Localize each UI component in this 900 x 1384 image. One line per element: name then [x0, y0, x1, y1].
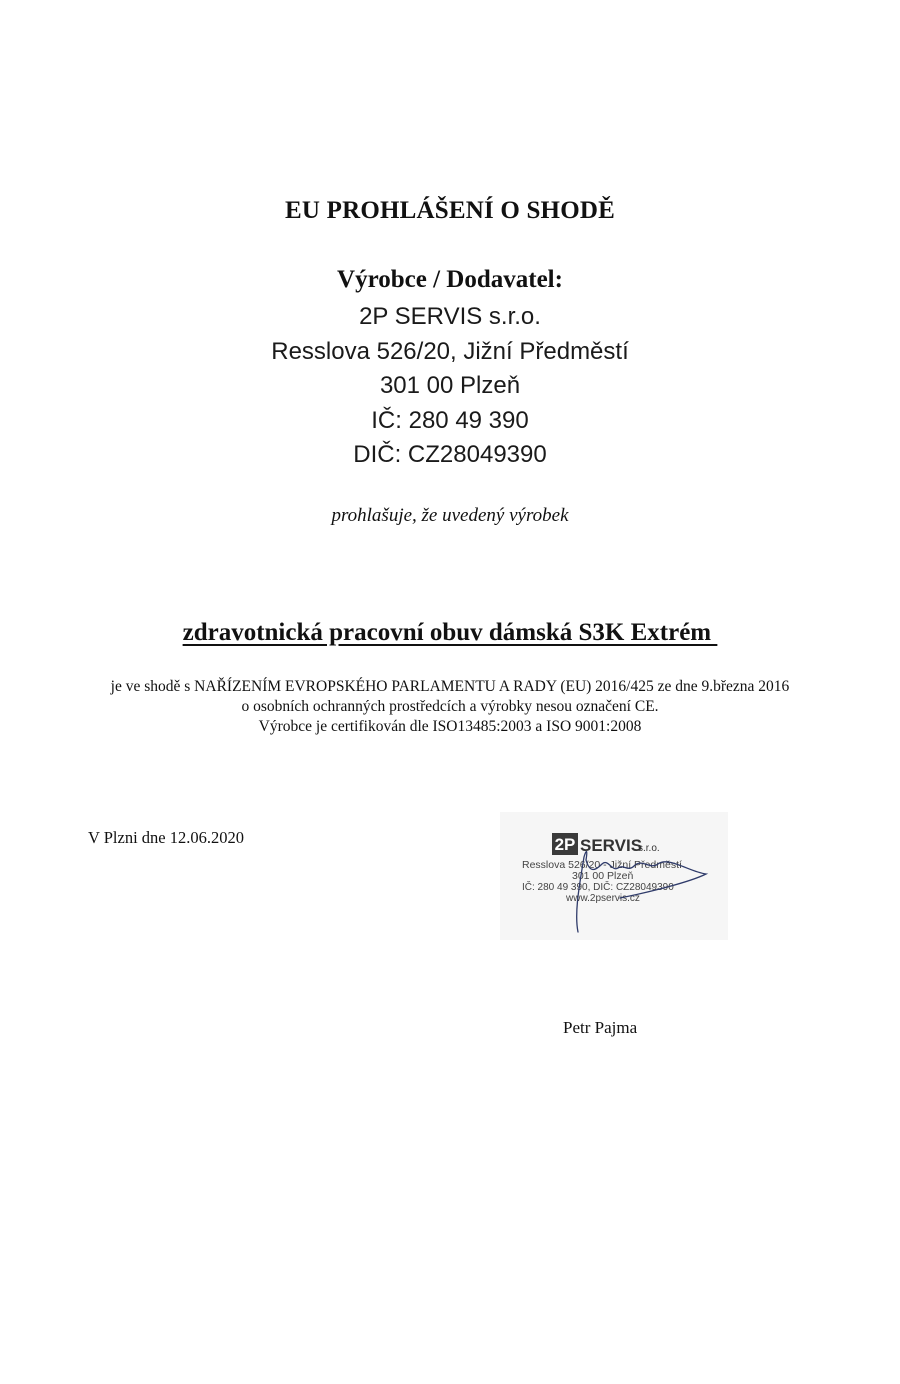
compliance-line-iso: Výrobce je certifikován dle ISO13485:2003 a ISO 9001:2008 — [258, 718, 642, 735]
declaration-statement: prohlašuje, že uvedený výrobek — [331, 505, 569, 526]
document-title: EU PROHLÁŠENÍ O SHODĚ — [285, 197, 615, 224]
stamp-company-name: SERVIS — [580, 836, 643, 855]
manufacturer-heading: Výrobce / Dodavatel: — [337, 266, 563, 293]
stamp-ids: IČ: 280 49 390, DIČ: CZ28049390 — [522, 882, 674, 893]
place-and-date: V Plzni dne 12.06.2020 — [88, 828, 244, 847]
signer-name: Petr Pajma — [563, 1018, 638, 1037]
stamp-logo: 2P — [554, 835, 576, 854]
product-name: zdravotnická pracovní obuv dámská S3K Extrém — [182, 619, 718, 646]
stamp-web: www.2pservis.cz — [566, 893, 640, 904]
stamp-address: Resslova 526/20 - Jižní Předměstí — [522, 859, 682, 871]
compliance-line-regulation: je ve shodě s NAŘÍZENÍM EVROPSKÉHO PARLAMENTU A RADY (EU) 2016/425 ze dne 9.března 2016 — [110, 678, 790, 695]
company-name: 2P SERVIS s.r.o. — [359, 303, 541, 330]
stamp-company-suffix: s.r.o. — [638, 843, 660, 854]
company-ic: IČ: 280 49 390 — [371, 406, 529, 434]
stamp-city: 301 00 Plzeň — [572, 870, 634, 882]
manufacturer-details — [0, 300, 900, 473]
company-city: 301 00 Plzeň — [379, 372, 521, 399]
compliance-line-ce: o osobních ochranných prostředcích a výrobky nesou označení CE. — [241, 698, 659, 715]
company-street: Resslova 526/20, Jižní Předměstí — [271, 337, 629, 365]
company-stamp — [500, 812, 728, 940]
company-dic: DIČ: CZ28049390 — [353, 441, 547, 468]
compliance-text — [0, 677, 900, 737]
stamp-image — [500, 812, 728, 940]
